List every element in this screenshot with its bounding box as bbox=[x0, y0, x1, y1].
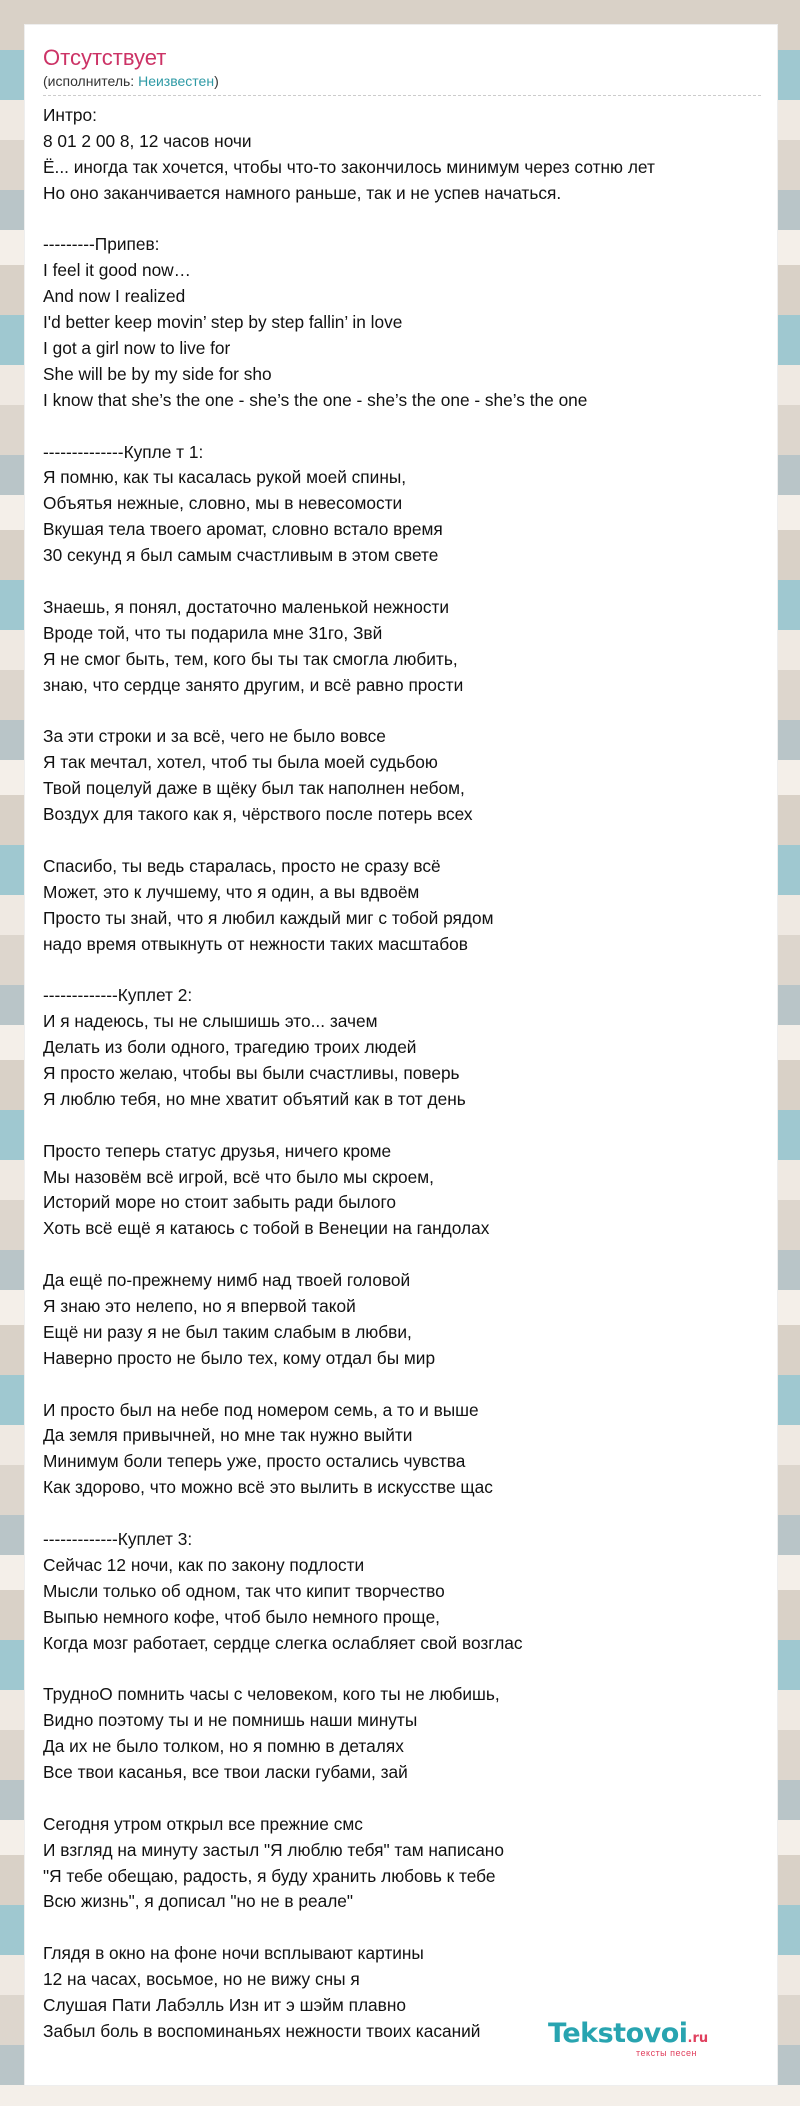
lyric-line: Сегодня утром открыл все прежние смс bbox=[43, 1813, 363, 1834]
lyric-line: Вроде той, что ты подарила мне 31го, Звй bbox=[43, 622, 383, 643]
lyric-line: Воздух для такого как я, чёрствого после потерь всех bbox=[43, 804, 473, 825]
lyric-line: Интро: bbox=[43, 105, 97, 125]
lyric-line: Да их не было толком, но я помню в деталях bbox=[43, 1736, 404, 1757]
lyric-line: Мысли только об одном, так что кипит творчество bbox=[43, 1580, 445, 1601]
lyric-line: 30 секунд я был самым счастливым в этом свете bbox=[43, 545, 439, 566]
lyric-line: Твой поцелуй даже в щёку был так наполнен небом, bbox=[43, 778, 465, 799]
lyrics-card bbox=[24, 24, 778, 2086]
lyric-line: знаю, что сердце занято другим, и всё равно прости bbox=[43, 674, 464, 695]
lyric-line: --------------Купле т 1: bbox=[43, 441, 204, 462]
lyric-line: И просто был на небе под номером семь, а то и выше bbox=[43, 1399, 479, 1420]
lyric-line: Может, это к лучшему, что я один, а вы вдвоём bbox=[43, 881, 420, 902]
lyric-blank-line bbox=[43, 1501, 773, 1527]
lyric-line: Глядя в окно на фоне ночи всплывают картины bbox=[43, 1943, 424, 1964]
lyric-line: Делать из боли одного, трагедию троих людей bbox=[43, 1037, 417, 1058]
lyric-blank-line bbox=[43, 828, 773, 854]
lyrics-text bbox=[43, 103, 773, 2045]
artist-prefix: (исполнитель: bbox=[43, 73, 139, 89]
lyric-line: Спасибо, ты ведь старалась, просто не сразу всё bbox=[43, 855, 441, 876]
tekstovoi-logo[interactable] bbox=[544, 2016, 734, 2060]
lyric-line: Минимум боли теперь уже, просто остались чувства bbox=[43, 1451, 466, 1472]
lyric-line: Всю жизнь", я дописал "но не в реале" bbox=[43, 1891, 354, 1912]
lyric-blank-line bbox=[43, 414, 773, 440]
lyric-line: Я знаю это нелепо, но я впервой такой bbox=[43, 1295, 356, 1316]
lyric-line: И я надеюсь, ты не слышишь это... зачем bbox=[43, 1011, 378, 1032]
lyric-line: Вкушая тела твоего аромат, словно встало время bbox=[43, 519, 443, 540]
artist-link[interactable]: Неизвестен bbox=[138, 73, 215, 89]
lyric-line: Забыл боль в воспоминаньях нежности твоих касаний bbox=[43, 2020, 481, 2041]
lyric-line: Объятья нежные, словно, мы в невесомости bbox=[43, 493, 403, 514]
lyric-line: "Я тебе обещаю, радость, я буду хранить любовь к тебе bbox=[43, 1865, 496, 1886]
lyric-line: Видно поэтому ты и не помнишь наши минуты bbox=[43, 1710, 418, 1731]
lyric-line: I know that she’s the one - she’s the one - she’s the one - she’s the one bbox=[43, 389, 588, 410]
lyric-blank-line bbox=[43, 957, 773, 983]
song-title: Отсутствует bbox=[43, 45, 167, 70]
lyric-blank-line bbox=[43, 1915, 773, 1941]
lyric-line: Сейчас 12 ночи, как по закону подлости bbox=[43, 1554, 365, 1575]
lyric-line: Наверно просто не было тех, кому отдал бы мир bbox=[43, 1347, 436, 1368]
title-divider bbox=[43, 95, 761, 96]
lyric-line: ---------Припев: bbox=[43, 234, 160, 255]
lyric-line: -------------Куплет 3: bbox=[43, 1528, 193, 1549]
lyric-blank-line bbox=[43, 207, 773, 233]
artist-line bbox=[43, 73, 219, 89]
lyric-line: надо время отвыкнуть от нежности таких масштабов bbox=[43, 933, 468, 954]
lyric-line: ТрудноО помнить часы с человеком, кого ты не любишь, bbox=[43, 1684, 500, 1705]
lyric-line: Я так мечтал, хотел, чтоб ты была моей судьбою bbox=[43, 752, 438, 773]
lyric-line: -------------Куплет 2: bbox=[43, 985, 193, 1006]
brand-tld: .ru bbox=[687, 2031, 709, 2046]
brand-subtitle: тексты песен bbox=[636, 2048, 698, 2058]
lyric-line: Слушая Пати Лабэлль Изн ит э шэйм плавно bbox=[43, 1995, 407, 2016]
lyric-line: Я помню, как ты касалась рукой моей спины, bbox=[43, 467, 407, 488]
lyric-line: Когда мозг работает, сердце слегка ослабляет свой возглас bbox=[43, 1632, 523, 1653]
lyric-line: За эти строки и за всё, чего не было вовсе bbox=[43, 726, 386, 747]
lyric-line: Да земля привычней, но мне так нужно выйти bbox=[43, 1425, 413, 1446]
lyric-line: Как здорово, что можно всё это вылить в искусстве щас bbox=[43, 1477, 493, 1498]
lyric-blank-line bbox=[43, 698, 773, 724]
artist-suffix: ) bbox=[214, 73, 219, 89]
lyric-blank-line bbox=[43, 569, 773, 595]
lyric-line: I feel it good now… bbox=[43, 260, 191, 281]
lyric-blank-line bbox=[43, 1242, 773, 1268]
lyric-line: Я не смог быть, тем, кого бы ты так смогла любить, bbox=[43, 648, 458, 669]
lyric-line: Я люблю тебя, но мне хватит объятий как в тот день bbox=[43, 1088, 466, 1109]
lyric-line: Все твои касанья, все твои ласки губами, зай bbox=[43, 1762, 408, 1782]
brand-name bbox=[548, 2018, 708, 2049]
lyric-line: She will be by my side for sho bbox=[43, 363, 272, 384]
lyric-line: I'd better keep movin’ step by step fallin’ in love bbox=[43, 312, 403, 333]
lyric-line: Историй море но стоит забыть ради былого bbox=[43, 1192, 396, 1213]
lyric-line: Просто теперь статус друзья, ничего кроме bbox=[43, 1140, 392, 1161]
lyric-line: Я просто желаю, чтобы вы были счастливы, поверь bbox=[43, 1062, 460, 1083]
brand-name-text: Tekstovoi bbox=[548, 2018, 688, 2049]
lyric-line: 12 на часах, восьмое, но не вижу сны я bbox=[43, 1969, 360, 1990]
lyric-line: Да ещё по-прежнему нимб над твоей головой bbox=[43, 1270, 411, 1291]
lyric-blank-line bbox=[43, 1786, 773, 1812]
lyric-line: Хоть всё ещё я катаюсь с тобой в Венеции на гандолах bbox=[43, 1218, 490, 1239]
lyric-line: Выпью немного кофе, чтоб было немного проще, bbox=[43, 1606, 440, 1627]
lyric-line: Но оно заканчивается намного раньше, так и не успев начаться. bbox=[43, 182, 562, 203]
lyric-blank-line bbox=[43, 1656, 773, 1682]
lyric-blank-line bbox=[43, 1113, 773, 1139]
lyric-line: И взгляд на минуту застыл "Я люблю тебя" там написано bbox=[43, 1839, 504, 1860]
lyric-line: And now I realized bbox=[43, 286, 186, 307]
lyric-line: I got a girl now to live for bbox=[43, 338, 231, 359]
lyric-line: Ещё ни разу я не был таким слабым в любви, bbox=[43, 1321, 412, 1342]
lyric-line: 8 01 2 00 8, 12 часов ночи bbox=[43, 130, 252, 151]
lyric-line: Знаешь, я понял, достаточно маленькой нежности bbox=[43, 596, 450, 617]
lyric-line: Ё... иногда так хочется, чтобы что-то закончилось минимум через сотню лет bbox=[43, 156, 655, 177]
lyric-line: Просто ты знай, что я любил каждый миг с тобой рядом bbox=[43, 907, 494, 928]
lyric-blank-line bbox=[43, 1372, 773, 1398]
lyric-line: Мы назовём всё игрой, всё что было мы скроем, bbox=[43, 1166, 434, 1187]
